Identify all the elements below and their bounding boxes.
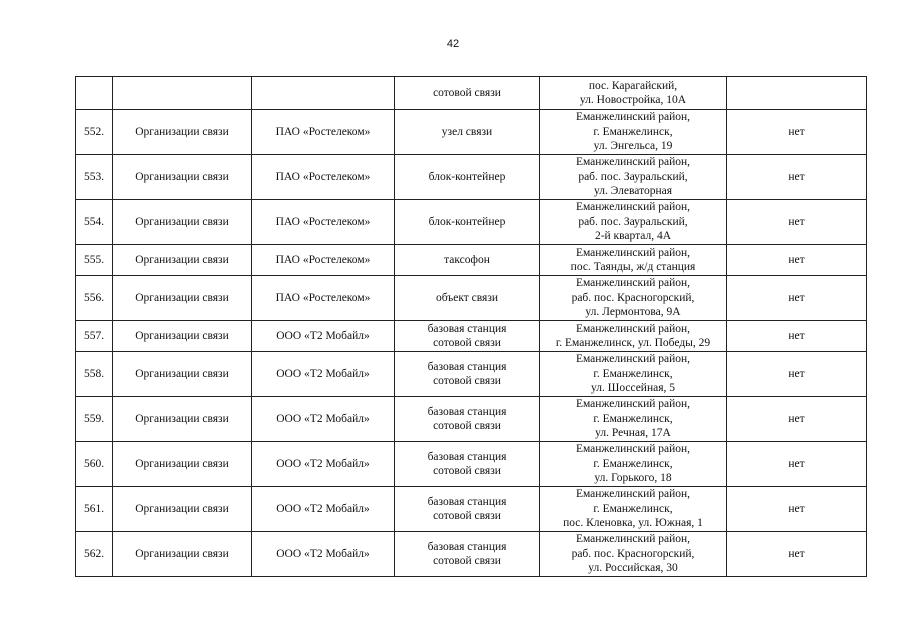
object-type-line: блок-контейнер (428, 215, 506, 228)
address-line: ул. Энгельса, 19 (593, 140, 673, 153)
row-number-cell: 554. (76, 200, 113, 245)
object-type-cell (395, 155, 540, 200)
row-number-cell: 560. (76, 442, 113, 487)
object-type-line: сотовой связи (433, 510, 501, 522)
object-type-line: сотовой связи (433, 86, 501, 99)
address-line: Еманжелинский район, (575, 533, 691, 546)
address-line: Еманжелинский район, (575, 277, 691, 290)
address-line: Еманжелинский район, (575, 201, 691, 214)
value-cell: нет (727, 245, 867, 276)
address-line: г. Еманжелинск, (593, 412, 673, 425)
organization-cell: ПАО «Ростелеком» (252, 276, 395, 321)
object-type-line: сотовой связи (433, 555, 501, 567)
object-type-line: базовая станция (427, 360, 507, 373)
category-cell: Организации связи (113, 245, 252, 276)
row-number-cell: 561. (76, 487, 113, 532)
object-type-cell (395, 352, 540, 397)
table-row (76, 321, 867, 352)
object-type-cell (395, 77, 540, 110)
address-line: Еманжелинский район, (575, 322, 691, 335)
object-type-line: сотовой связи (433, 420, 501, 432)
row-number-cell: 562. (76, 532, 113, 577)
address-cell (540, 487, 727, 532)
table-row (76, 77, 867, 110)
address-cell (540, 245, 727, 276)
value-cell (727, 77, 867, 110)
address-line: Еманжелинский район, (575, 488, 691, 501)
category-cell (113, 77, 252, 110)
category-cell: Организации связи (113, 276, 252, 321)
table-row (76, 352, 867, 397)
organization-cell: ООО «Т2 Мобайл» (252, 352, 395, 397)
address-line: ул. Горького, 18 (594, 472, 672, 485)
value-cell: нет (727, 442, 867, 487)
row-number-cell: 556. (76, 276, 113, 321)
value-cell: нет (727, 487, 867, 532)
table-body (76, 77, 867, 577)
address-line: г. Еманжелинск, (593, 457, 673, 470)
organization-cell: ПАО «Ростелеком» (252, 245, 395, 276)
address-line: ул. Лермонтова, 9А (585, 306, 681, 319)
row-number-cell: 553. (76, 155, 113, 200)
address-line: Еманжелинский район, (575, 246, 691, 259)
address-cell (540, 321, 727, 352)
address-cell (540, 352, 727, 397)
object-type-cell (395, 397, 540, 442)
address-line: г. Еманжелинск, ул. Победы, 29 (555, 337, 711, 349)
category-cell: Организации связи (113, 397, 252, 442)
address-cell (540, 442, 727, 487)
address-cell (540, 276, 727, 321)
address-line: раб. пос. Зауральский, (578, 215, 688, 228)
address-line: пос. Кленовка, ул. Южная, 1 (563, 517, 703, 530)
address-line: Еманжелинский район, (575, 111, 691, 124)
object-type-line: таксофон (444, 253, 490, 266)
category-cell: Организации связи (113, 532, 252, 577)
table-row (76, 397, 867, 442)
object-type-cell (395, 321, 540, 352)
object-type-cell (395, 487, 540, 532)
address-line: ул. Новостройка, 10А (579, 94, 687, 106)
object-type-cell (395, 276, 540, 321)
address-line: раб. пос. Красногорский, (571, 291, 695, 304)
value-cell: нет (727, 110, 867, 155)
organization-cell: ООО «Т2 Мобайл» (252, 397, 395, 442)
address-line: ул. Российская, 30 (588, 562, 678, 575)
object-type-cell (395, 532, 540, 577)
address-line: г. Еманжелинск, (593, 367, 673, 380)
address-cell (540, 200, 727, 245)
value-cell: нет (727, 532, 867, 577)
value-cell: нет (727, 397, 867, 442)
value-cell: нет (727, 276, 867, 321)
address-line: пос. Карагайский, (588, 79, 678, 92)
category-cell: Организации связи (113, 442, 252, 487)
address-line: Еманжелинский район, (575, 156, 691, 169)
object-type-line: базовая станция (427, 450, 507, 463)
table-row (76, 200, 867, 245)
category-cell: Организации связи (113, 321, 252, 352)
row-number-cell: 555. (76, 245, 113, 276)
table-row (76, 442, 867, 487)
table-row (76, 487, 867, 532)
address-line: Еманжелинский район, (575, 398, 691, 411)
value-cell: нет (727, 321, 867, 352)
object-type-line: базовая станция (427, 495, 507, 508)
object-type-line: сотовой связи (433, 337, 501, 349)
row-number-cell: 558. (76, 352, 113, 397)
object-type-line: сотовой связи (433, 465, 501, 477)
objects-table (75, 76, 867, 577)
address-cell (540, 155, 727, 200)
organization-cell: ООО «Т2 Мобайл» (252, 532, 395, 577)
value-cell: нет (727, 200, 867, 245)
address-cell (540, 532, 727, 577)
table-row (76, 276, 867, 321)
object-type-line: базовая станция (427, 322, 507, 335)
row-number-cell (76, 77, 113, 110)
address-line: г. Еманжелинск, (593, 502, 673, 515)
address-cell (540, 77, 727, 110)
object-type-line: блок-контейнер (428, 170, 506, 183)
address-line: Еманжелинский район, (575, 353, 691, 366)
row-number-cell: 559. (76, 397, 113, 442)
address-line: ул. Речная, 17А (595, 427, 671, 440)
organization-cell: ООО «Т2 Мобайл» (252, 487, 395, 532)
table-row (76, 110, 867, 155)
category-cell: Организации связи (113, 110, 252, 155)
object-type-line: базовая станция (427, 540, 507, 553)
table-row (76, 245, 867, 276)
address-line: раб. пос. Зауральский, (578, 170, 688, 183)
object-type-line: объект связи (435, 291, 499, 304)
organization-cell: ПАО «Ростелеком» (252, 155, 395, 200)
address-line: г. Еманжелинск, (593, 125, 673, 138)
object-type-cell (395, 442, 540, 487)
organization-cell: ПАО «Ростелеком» (252, 110, 395, 155)
category-cell: Организации связи (113, 155, 252, 200)
address-line: ул. Элеваторная (593, 185, 673, 198)
address-line: ул. Шоссейная, 5 (590, 382, 676, 395)
object-type-cell (395, 110, 540, 155)
address-cell (540, 110, 727, 155)
category-cell: Организации связи (113, 487, 252, 532)
object-type-cell (395, 200, 540, 245)
page-number: 42 (446, 38, 460, 50)
address-line: раб. пос. Красногорский, (571, 547, 695, 560)
row-number-cell: 557. (76, 321, 113, 352)
value-cell: нет (727, 155, 867, 200)
organization-cell: ООО «Т2 Мобайл» (252, 321, 395, 352)
object-type-line: базовая станция (427, 405, 507, 418)
object-type-line: узел связи (441, 125, 493, 138)
address-line: Еманжелинский район, (575, 443, 691, 456)
address-line: 2-й квартал, 4А (594, 230, 672, 243)
row-number-cell: 552. (76, 110, 113, 155)
value-cell: нет (727, 352, 867, 397)
organization-cell (252, 77, 395, 110)
organization-cell: ООО «Т2 Мобайл» (252, 442, 395, 487)
object-type-line: сотовой связи (433, 375, 501, 387)
category-cell: Организации связи (113, 352, 252, 397)
address-cell (540, 397, 727, 442)
table-row (76, 155, 867, 200)
organization-cell: ПАО «Ростелеком» (252, 200, 395, 245)
table-row (76, 532, 867, 577)
category-cell: Организации связи (113, 200, 252, 245)
object-type-cell (395, 245, 540, 276)
address-line: пос. Таянды, ж/д станция (570, 261, 696, 273)
